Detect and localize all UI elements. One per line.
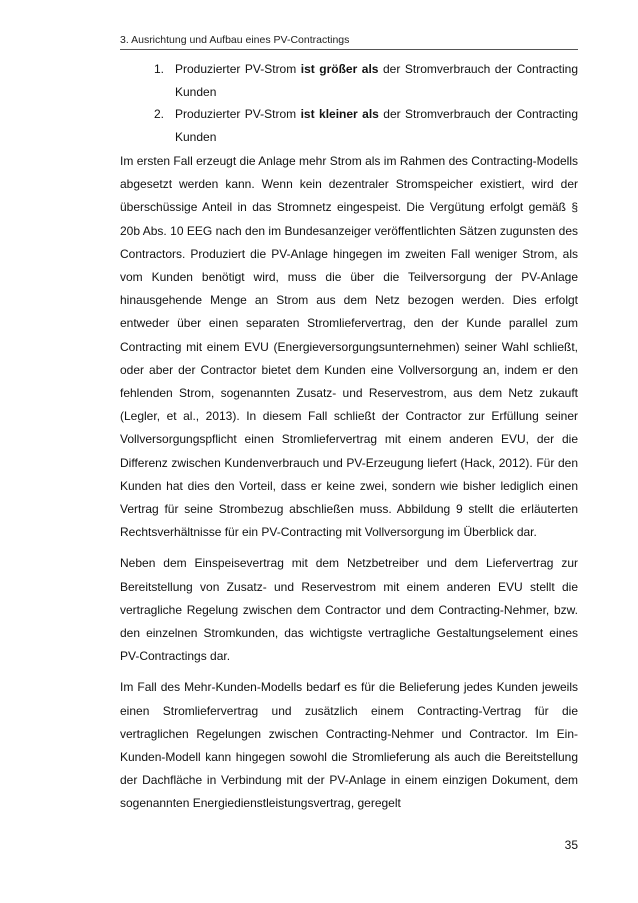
list-item-2 [120, 103, 578, 148]
numbered-list [120, 58, 578, 148]
list-item-1 [120, 58, 578, 103]
list-text-post: der Stromverbrauch der Contracting Kunden [175, 107, 578, 144]
list-text-pre: Produzierter PV-Strom [175, 62, 301, 76]
paragraph-1: Im ersten Fall erzeugt die Anlage mehr Strom als im Rahmen des Contracting-Modells abgesetzt werden kann. Wenn kein dezentraler Stromspeicher existiert, wird der überschüssige Anteil in das Stromnetz eingespeist. Die Vergütung erfolgt gemäß § 20b Abs. 10 EEG nach den im Bundesanzeiger veröffentlichten Sätzen zugunsten des Contractors. Produziert die PV-Anlage hingegen im zweiten Fall weniger Strom, als vom Kunden benötigt wird, muss die über die Teilversorgung der PV-Anlage hinausgehende Menge an Strom aus dem Netz bezogen werden. Dies erfolgt entweder über einen separaten Stromliefervertrag, den der Kunde parallel zum Contracting mit einem EVU (Energieversorgungsunternehmen) seiner Wahl schließt, oder aber der Contractor bietet dem Kunden eine Vollversorgung an, indem er den fehlenden Strom, sogenannten Zusatz- und Reservestrom, aus dem Netz zukauft (Legler, et al., 2013). In diesem Fall schließt der Contractor zur Erfüllung seiner Vollversorgungspflicht einen Stromliefervertrag mit einem anderen EVU, der die Differenz zwischen Kundenverbrauch und PV-Erzeugung liefert (Hack, 2012). Für den Kunden hat dies den Vorteil, dass er keine zwei, sondern wie bisher lediglich einen Vertrag für seine Strombezug abschließen muss. Abbildung 9 stellt die erläuterten Rechtsverhältnisse für ein PV-Contracting mit Vollversorgung im Überblick dar. [120, 154, 578, 540]
body-text [120, 150, 578, 824]
paragraph-3: Im Fall des Mehr-Kunden-Modells bedarf es für die Belieferung jedes Kunden jeweils einen Stromliefervertrag und zusätzlich einem Contracting-Vertrag für die vertraglichen Regelungen zwischen Contracting-Nehmer und Contractor. Im Ein-Kunden-Modell kann hingegen sowohl die Stromlieferung als auch die Bereitstellung der Dachfläche in Verbindung mit der PV-Anlage in einem einzigen Dokument, dem sogenannten Energiedienstleistungsvertrag, geregelt [120, 680, 578, 811]
page-number: 35 [564, 838, 578, 852]
running-header: 3. Ausrichtung und Aufbau eines PV-Contractings [120, 34, 578, 50]
list-text-post: der Stromverbrauch der Contracting Kunden [175, 62, 578, 99]
list-text-bold: ist größer als [300, 62, 379, 76]
list-text-pre: Produzierter PV-Strom [175, 107, 301, 121]
list-number: 2. [154, 107, 165, 121]
list-number: 1. [154, 62, 165, 76]
paragraph-2: Neben dem Einspeisevertrag mit dem Netzbetreiber und dem Liefervertrag zur Bereitstellung von Zusatz- und Reservestrom mit einem anderen EVU stellt die vertragliche Regelung zwischen dem Contractor und dem Contracting-Nehmer, bzw. den einzelnen Stromkunden, das wichtigste vertragliche Gestaltungselement eines PV-Contractings dar. [120, 556, 578, 664]
list-text-bold: ist kleiner als [300, 107, 379, 121]
